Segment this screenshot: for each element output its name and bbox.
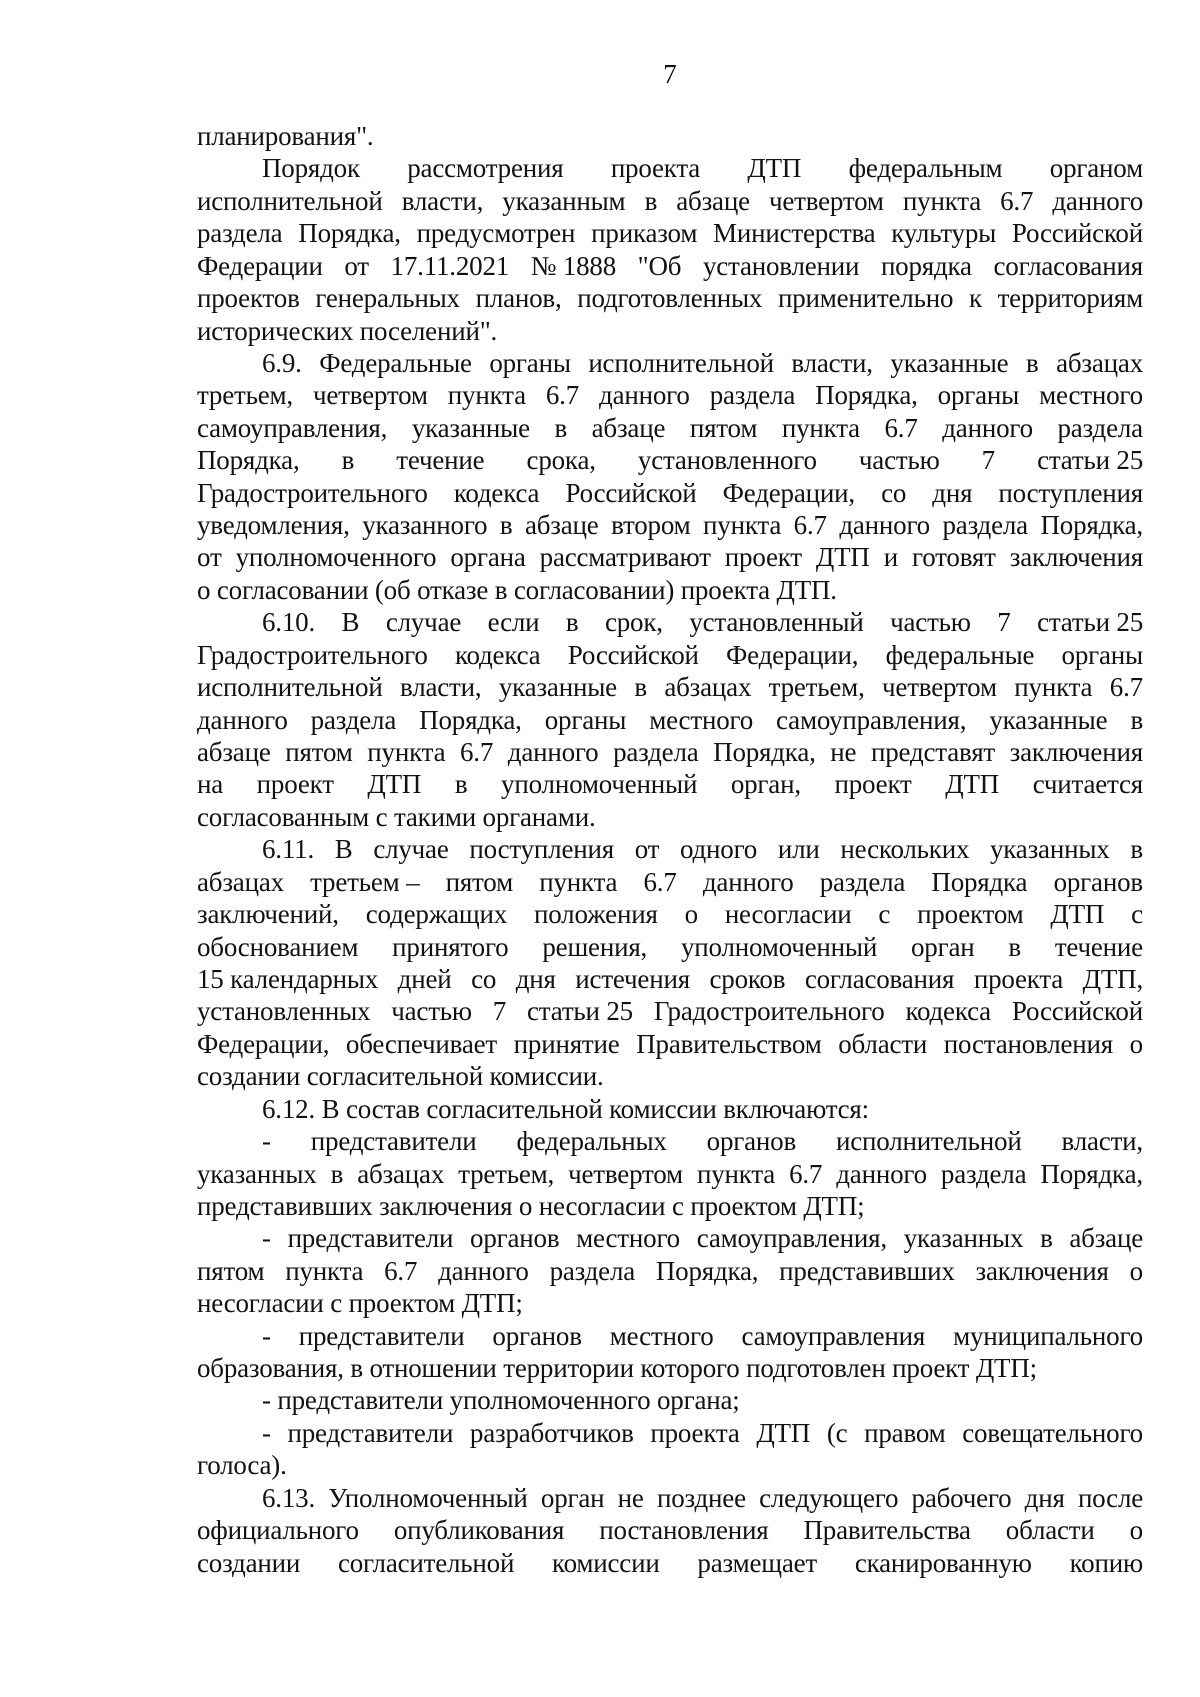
text-line: исполнительной власти, указанные в абзацах третьем, четвертом пункта 6.7 xyxy=(197,672,1143,703)
text-line: на проект ДТП в уполномоченный орган, проект ДТП считается xyxy=(197,769,1143,800)
text-line: - представители разработчиков проекта ДТП (с правом совещательного xyxy=(262,1417,1143,1448)
text-line: - представители органов местного самоуправления муниципального xyxy=(262,1320,1143,1351)
text-line: о согласовании (об отказе в согласовании) проекта ДТП. xyxy=(197,574,837,605)
text-line: заключений, содержащих положения о несогласии с проектом ДТП с xyxy=(197,899,1143,930)
text-line: указанных в абзацах третьем, четвертом пункта 6.7 данного раздела Порядка, xyxy=(197,1158,1143,1189)
text-line: Градостроительного кодекса Российской Федерации, со дня поступления xyxy=(197,477,1143,508)
text-line: третьем, четвертом пункта 6.7 данного раздела Порядка, органы местного xyxy=(197,380,1143,411)
text-line: 6.9. Федеральные органы исполнительной власти, указанные в абзацах xyxy=(262,347,1143,378)
text-line: от уполномоченного органа рассматривают проект ДТП и готовят заключения xyxy=(197,542,1143,573)
no-break-group: № 1888 xyxy=(530,250,616,281)
text-line: раздела Порядка, предусмотрен приказом Министерства культуры Российской xyxy=(197,218,1143,249)
text-line: абзацах третьем – пятом пункта 6.7 данного раздела Порядка органов xyxy=(197,866,1143,897)
no-break-group: статьи 25 xyxy=(527,996,633,1027)
text-line: 6.11. В случае поступления от одного или нескольких указанных в xyxy=(262,834,1143,865)
text-line: Градостроительного кодекса Российской Федерации, федеральные органы xyxy=(197,639,1143,670)
text-line: 6.12. В состав согласительной комиссии включаются: xyxy=(262,1093,869,1124)
text-line: голоса). xyxy=(197,1450,287,1481)
text-line: - представители федеральных органов исполнительной власти, xyxy=(262,1126,1143,1157)
text-line: создании согласительной комиссии. xyxy=(197,1061,604,1092)
text-line: пятом пункта 6.7 данного раздела Порядка, представивших заключения о xyxy=(197,1255,1143,1286)
document-text xyxy=(197,120,1143,1579)
text-line: самоуправления, указанные в абзаце пятом пункта 6.7 данного раздела xyxy=(197,412,1143,443)
no-break-group: 15 календарных xyxy=(197,963,379,994)
text-line: - представители уполномоченного органа; xyxy=(262,1385,740,1416)
text-line: согласованным с такими органами. xyxy=(197,801,596,832)
text-line: 6.10. В случае если в срок, установленный частью 7 статьи 25 xyxy=(262,607,1143,638)
no-break-group: третьем – xyxy=(310,866,420,897)
text-line: исторических поселений". xyxy=(197,315,498,346)
text-line: 15 календарных дней со дня истечения сроков согласования проекта ДТП, xyxy=(197,963,1143,994)
text-line: Порядок рассмотрения проекта ДТП федеральным органом xyxy=(262,153,1143,184)
text-line: абзаце пятом пункта 6.7 данного раздела Порядка, не представят заключения xyxy=(197,737,1143,768)
text-line: Федерации от 17.11.2021 № 1888 "Об установлении порядка согласования xyxy=(197,250,1143,281)
text-line: Порядка, в течение срока, установленного частью 7 статьи 25 xyxy=(197,445,1143,476)
text-line: проектов генеральных планов, подготовленных применительно к территориям xyxy=(197,283,1143,314)
text-line: - представители органов местного самоуправления, указанных в абзаце xyxy=(262,1223,1143,1254)
text-line: данного раздела Порядка, органы местного самоуправления, указанные в xyxy=(197,704,1143,735)
text-line: обоснованием принятого решения, уполномоченный орган в течение xyxy=(197,931,1143,962)
text-line: создании согласительной комиссии размещает сканированную копию xyxy=(197,1547,1143,1578)
no-break-group: статьи 25 xyxy=(1037,445,1143,476)
no-break-group: статьи 25 xyxy=(1037,607,1143,638)
text-line: установленных частью 7 статьи 25 Градостроительного кодекса Российской xyxy=(197,996,1143,1027)
text-line: 6.13. Уполномоченный орган не позднее следующего рабочего дня после xyxy=(262,1482,1143,1513)
text-line: несогласии с проектом ДТП; xyxy=(197,1288,523,1319)
page-number: 7 xyxy=(663,59,677,89)
text-line: планирования". xyxy=(197,121,374,151)
text-line: исполнительной власти, указанным в абзаце четвертом пункта 6.7 данного xyxy=(197,185,1143,216)
text-line: уведомления, указанного в абзаце втором пункта 6.7 данного раздела Порядка, xyxy=(197,510,1143,541)
text-line: образования, в отношении территории которого подготовлен проект ДТП; xyxy=(197,1353,1037,1384)
text-line: официального опубликования постановления Правительства области о xyxy=(197,1515,1143,1546)
text-line: представивших заключения о несогласии с проектом ДТП; xyxy=(197,1190,865,1221)
text-line: Федерации, обеспечивает принятие Правительством области постановления о xyxy=(197,1028,1143,1059)
